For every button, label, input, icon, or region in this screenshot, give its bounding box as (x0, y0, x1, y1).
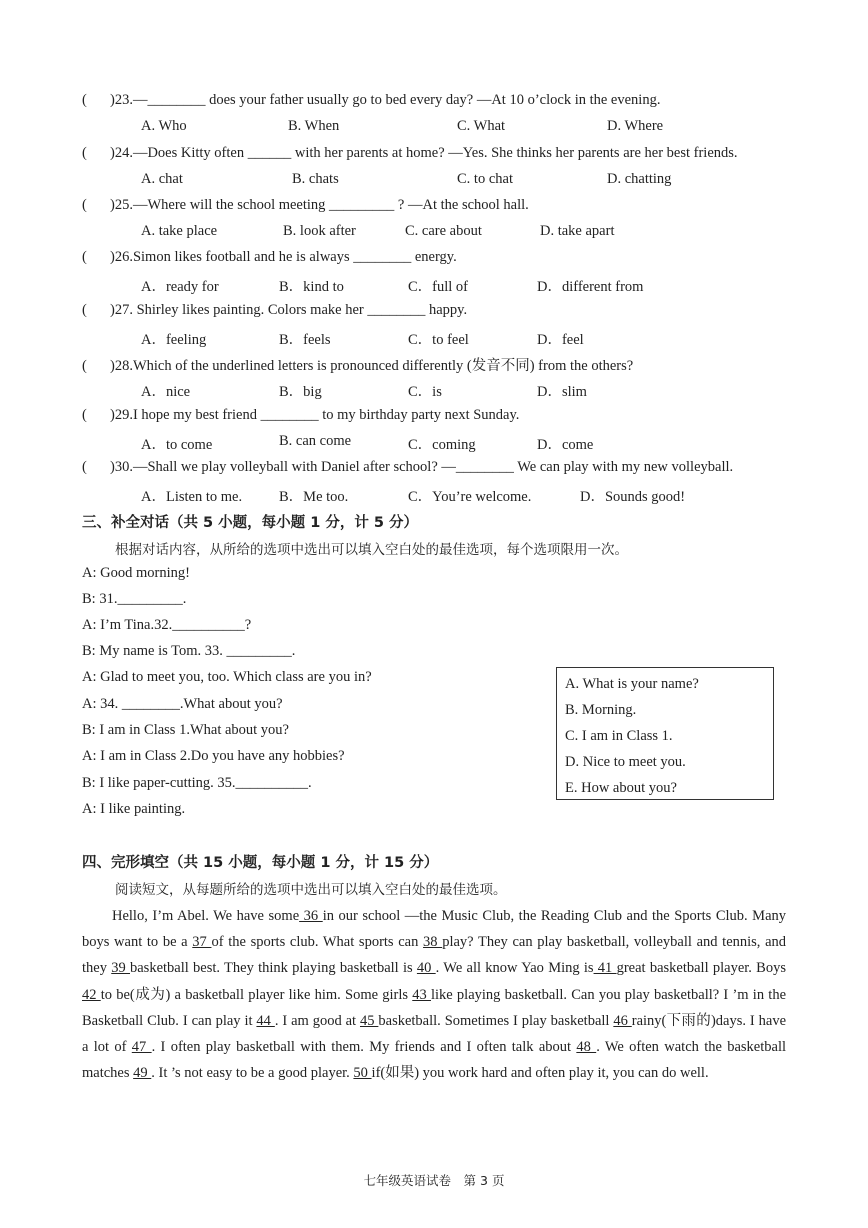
dialogue-line: A: 34. ________.What about you? (82, 696, 283, 712)
question-stem: )25.—Where will the school meeting _________ ? —At the school hall. (110, 197, 529, 213)
option-a: A．to come (141, 437, 213, 453)
option-a: A．nice (141, 384, 191, 400)
question-stem: )26.Simon likes football and he is always ________ energy. (110, 249, 457, 265)
question-28 (82, 354, 633, 375)
question-30 (82, 459, 733, 476)
dialogue-line: B: 31._________. (82, 591, 187, 607)
option-d: D．Sounds good! (580, 489, 686, 505)
option-d: D．feel (537, 332, 584, 348)
blank-48: 48 (576, 1039, 597, 1056)
answer-paren: ( (82, 197, 87, 213)
dialogue-line: B: I like paper-cutting. 35.__________. (82, 775, 312, 791)
dialogue-line: A: I’m Tina.32.__________? (82, 617, 252, 633)
blank-38: 38 (423, 934, 443, 951)
question-stem: )29.I hope my best friend ________ to my birthday party next Sunday. (110, 407, 520, 423)
answer-paren: ( (82, 302, 87, 318)
option-c: C. to chat (457, 171, 513, 187)
option-a: A．Listen to me. (141, 489, 243, 505)
page-footer: 七年级英语试卷 第 3 页 (363, 1173, 505, 1188)
option-c: C．full of (408, 279, 469, 295)
question-stem: )30.—Shall we play volleyball with Daniel after school? —________ We can play with my new volleyball. (110, 459, 734, 475)
option-a: A．feeling (141, 332, 207, 348)
option-d: D．come (537, 437, 594, 453)
option-item: D. Nice to meet you. (565, 754, 686, 770)
option-c: C．to feel (408, 332, 469, 348)
option-b: B．big (279, 384, 322, 400)
question-25 (82, 197, 529, 214)
option-b: B. can come (279, 433, 352, 449)
option-a: A. chat (141, 171, 183, 187)
question-stem: )27. Shirley likes painting. Colors make her ________ happy. (110, 302, 468, 318)
question-29 (82, 407, 519, 424)
option-d: D．slim (537, 384, 587, 400)
option-item: C. I am in Class 1. (565, 728, 673, 744)
option-b: B．Me too. (279, 489, 349, 505)
option-item: E. How about you? (565, 780, 677, 796)
section-4-instruction: 阅读短文，从每题所给的选项中选出可以填入空白处的最佳选项。 (115, 882, 507, 898)
option-a: A. take place (141, 223, 218, 239)
dialogue-line: B: My name is Tom. 33. _________. (82, 643, 296, 659)
blank-45: 45 (359, 1012, 379, 1029)
question-23 (82, 92, 660, 109)
option-c: C．coming (408, 437, 476, 453)
question-26 (82, 249, 457, 266)
blank-50: 50 (353, 1065, 372, 1082)
option-d: D. chatting (607, 171, 672, 187)
question-stem: )23.—________ does your father usually go to bed every day? —At 10 o’clock in the evening. (110, 92, 661, 108)
option-item: A. What is your name? (565, 676, 699, 692)
option-a: A．ready for (141, 279, 219, 295)
section-4-heading: 四、完形填空（共 15 小题，每小题 1 分，计 15 分） (82, 855, 439, 871)
blank-46: 46 (613, 1012, 632, 1029)
dialogue-line: B: I am in Class 1.What about you? (82, 722, 289, 738)
blank-43: 43 (412, 986, 431, 1003)
option-c: C．is (408, 384, 442, 400)
question-24 (82, 145, 738, 162)
answer-paren: ( (82, 145, 87, 161)
answer-paren: ( (82, 249, 87, 265)
answer-paren: ( (82, 459, 87, 475)
option-d: D. Where (607, 118, 664, 134)
dialogue-line: A: I like painting. (82, 801, 186, 817)
answer-paren: ( (82, 407, 87, 423)
option-d: D. take apart (540, 223, 615, 239)
section-3-instruction: 根据对话内容，从所给的选项中选出可以填入空白处的最佳选项，每个选项限用一次。 (115, 542, 628, 558)
dialogue-line: A: Good morning! (82, 565, 190, 581)
blank-44: 44 (256, 1012, 275, 1029)
question-stem: )24.—Does Kitty often ______ with her parents at home? —Yes. She thinks her parents are her best friends. (110, 145, 738, 161)
option-b: B. When (288, 118, 340, 134)
option-a: A. Who (141, 118, 187, 134)
option-item: B. Morning. (565, 702, 637, 718)
blank-37: 37 (192, 934, 212, 951)
answer-paren: ( (82, 358, 87, 374)
dialogue-line: A: I am in Class 2.Do you have any hobbies? (82, 748, 345, 764)
blank-36: 36 (299, 908, 323, 924)
option-c: C. What (457, 118, 506, 134)
options-box (556, 667, 774, 800)
option-c: C. care about (405, 223, 482, 239)
section-3-heading: 三、补全对话（共 5 小题，每小题 1 分，计 5 分） (82, 515, 419, 531)
dialogue-line: A: Glad to meet you, too. Which class are you in? (82, 669, 372, 685)
blank-47: 47 (131, 1039, 152, 1056)
option-b: B. chats (292, 171, 339, 187)
blank-40: 40 (416, 960, 436, 977)
question-27 (82, 302, 467, 319)
blank-49: 49 (133, 1065, 152, 1082)
question-stem: )28.Which of the underlined letters is pronounced differently (发音不同) from the others? (110, 358, 634, 374)
answer-paren: ( (82, 92, 87, 108)
blank-39: 39 (111, 960, 130, 977)
option-b: B．kind to (279, 279, 344, 295)
option-c: C．You’re welcome. (408, 489, 532, 505)
blank-41: 41 (593, 960, 617, 977)
option-b: B．feels (279, 332, 331, 348)
option-d: D．different from (537, 279, 644, 295)
cloze-passage: Hello, I’m Abel. We have some 36 in our school —the Music Club, the Reading Club and the Sports Club. Many boys want to be a 37 of the sports club. What sports can 38 play? They can play basketball, volleyball and tennis, and they 39 basketball best. They think playing basketball is 40 . We all know Yao Ming is 41 great basketball player. Boys 42 to be(成为) a basketball player like him. Some girls 43 like playing basketball. Can you play basketball? I ’m in the Basketball Club. I can play it 44 . I am good at 45 basketball. Sometimes I play basketball 46 rainy(下雨的)days. I have a lot of 47 . I often play basketball with them. My friends and I often talk about 48 . We often watch the basketball matches 49 . It ’s not easy to be a good player. 50 if(如果) you work hard and often play it, you can do well. (82, 908, 787, 1082)
option-b: B. look after (283, 223, 356, 239)
blank-42: 42 (82, 986, 101, 1003)
